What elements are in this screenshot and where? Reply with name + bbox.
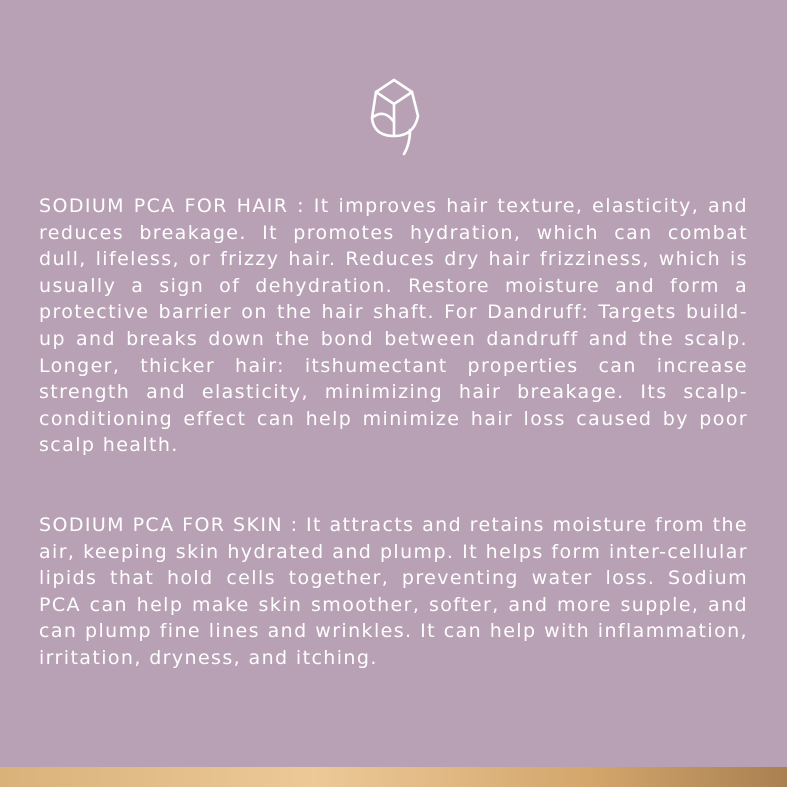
- sodium-pca-skin-paragraph: SODIUM PCA FOR SKIN : It attracts and retains moisture from the air, keeping skin hydrated and plump. It helps form inter-cellular lipids that hold cells together, preventing water loss. Sodium PCA can help make skin smoother, softer, and more supple, and can plump fine lines and wrinkles. It can help with inflammation, irritation, dryness, and itching.: [39, 514, 748, 669]
- sodium-pca-hair-paragraph: SODIUM PCA FOR HAIR : It improves hair texture, elasticity, and reduces breakage. It promotes hydration, which can combat dull, lifeless, or frizzy hair. Reduces dry hair frizziness, which is usually a sign of dehydration. Restore moisture and form a protective barrier on the hair shaft. For Dandruff: Targets build-up and breaks down the bond between dandruff and the scalp. Longer, thicker hair: itshumectant properties can increase strength and elasticity, minimizing hair breakage. Its scalp-conditioning effect can help minimize hair loss caused by poor scalp health.: [39, 195, 748, 457]
- leaf-gem-icon: [366, 78, 424, 160]
- gold-gradient-bar: [0, 767, 787, 787]
